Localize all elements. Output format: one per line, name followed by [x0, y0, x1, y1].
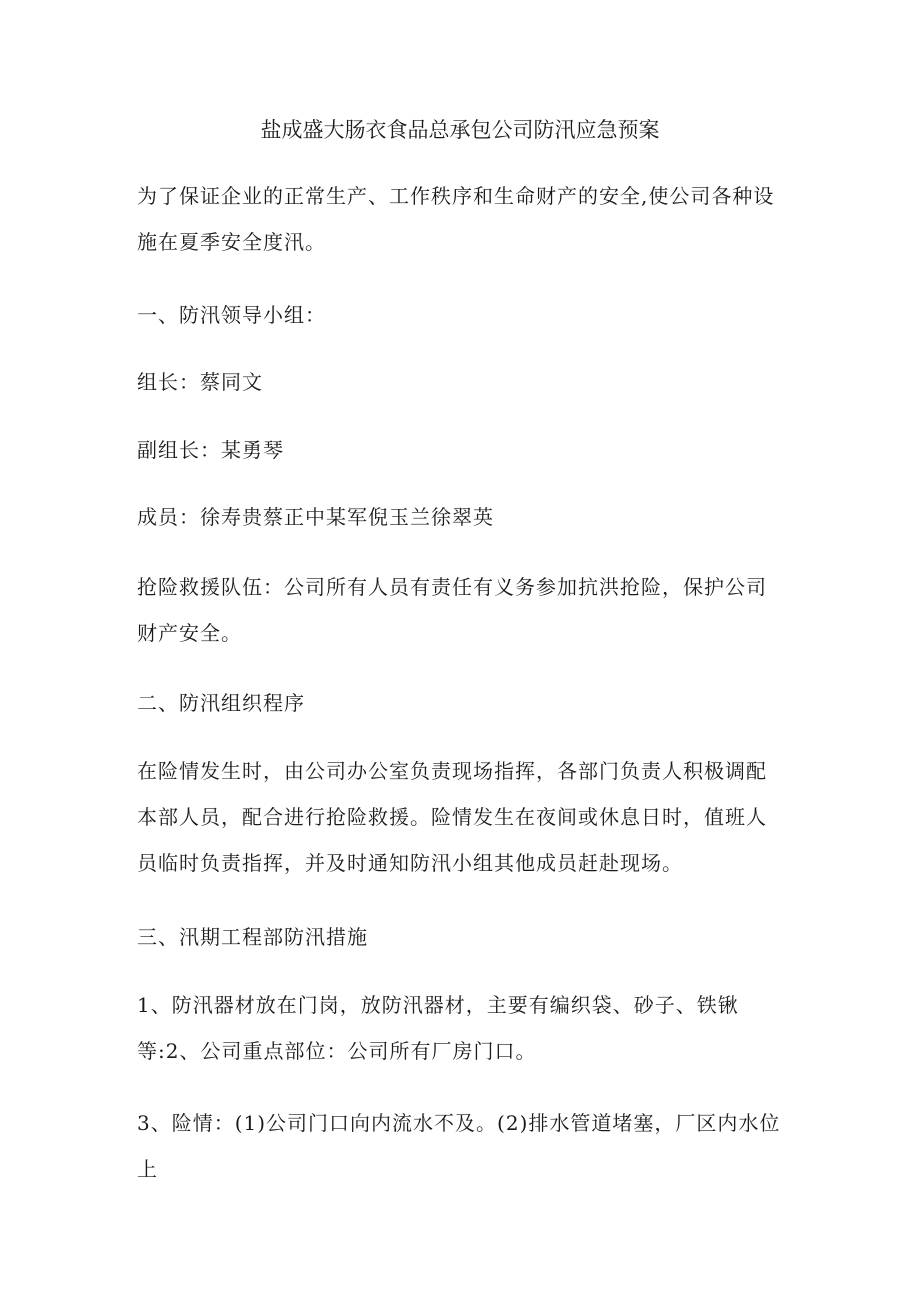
document-title: 盐成盛大肠衣食品总承包公司防汛应急预案	[260, 118, 660, 142]
leader-line: 组长：蔡同文	[137, 370, 263, 394]
members-line: 成员：徐寿贵蔡正中某军倪玉兰徐翠英	[137, 505, 494, 529]
measures-item-3: 3、险情：(1)公司门口向内流水不及。(2)排水管道堵塞，厂区内水位上	[137, 1111, 781, 1181]
section-heading-leadership: 一、防汛领导小组：	[137, 303, 326, 327]
intro-paragraph: 为了保证企业的正常生产、工作秩序和生命财产的安全,使公司各种设施在夏季安全度汛。	[137, 184, 775, 254]
deputy-leader-line: 副组长：某勇琴	[137, 438, 284, 462]
section-heading-procedure: 二、防汛组织程序	[137, 691, 305, 715]
procedure-paragraph: 在险情发生时，由公司办公室负责现场指挥，各部门负责人积极调配本部人员，配合进行抢险救援。险情发生在夜间或休息日时，值班人员临时负责指挥，并及时通知防汛小组其他成员赶赴现场。	[137, 759, 767, 875]
measures-item-1-2: 1、防汛器材放在门岗，放防汛器材，主要有编织袋、砂子、铁锹等:2、公司重点部位：公司所有厂房门口。	[137, 993, 739, 1063]
section-heading-measures: 三、汛期工程部防汛措施	[137, 925, 368, 949]
rescue-team-paragraph: 抢险救援队伍：公司所有人员有责任有义务参加抗洪抢险，保护公司财产安全。	[137, 575, 767, 645]
